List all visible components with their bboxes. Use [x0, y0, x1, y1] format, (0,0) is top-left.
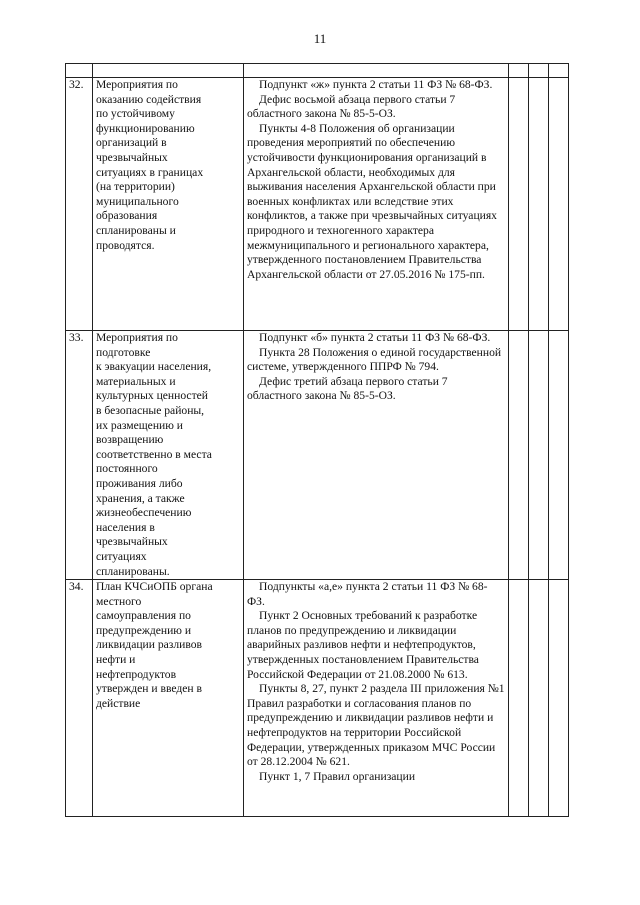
table-row	[66, 78, 569, 331]
row-empty-cell	[529, 331, 549, 580]
row-empty-cell	[549, 331, 569, 580]
row-legal-basis	[244, 580, 509, 817]
requirements-table	[65, 63, 569, 817]
header-cell-basis	[244, 64, 509, 78]
requirement-text: Мероприятия по подготовке к эвакуации населения, материальных и культурных ценностей в безопасные районы, их размещению и возвращению соответственно в места постоянного проживания либо хранения, а также жизнеобеспечению населения в чрезвычайных ситуациях спланированы.	[96, 331, 212, 578]
table-row	[66, 331, 569, 580]
row-empty-cell	[509, 580, 529, 817]
row-requirement	[93, 78, 244, 331]
row-number: 32.	[66, 78, 93, 331]
row-empty-cell	[529, 78, 549, 331]
table-row	[66, 580, 569, 817]
row-empty-cell	[509, 331, 529, 580]
row-empty-cell	[549, 78, 569, 331]
header-cell-col5	[529, 64, 549, 78]
row-requirement	[93, 580, 244, 817]
basis-paragraph: Пункт 1, 7 Правил организации	[259, 769, 416, 783]
row-empty-cell	[549, 580, 569, 817]
header-cell-col4	[509, 64, 529, 78]
row-empty-cell	[509, 78, 529, 331]
row-legal-basis	[244, 331, 509, 580]
table-header-row	[66, 64, 569, 78]
header-cell-name	[93, 64, 244, 78]
basis-paragraph: Дефис восьмой абзаца первого статьи 7 областного закона № 85-5-ОЗ.	[247, 92, 456, 121]
requirement-text: План КЧСиОПБ органа местного самоуправления по предупреждению и ликвидации разливов нефти и нефтепродуктов утвержден и введен в действие	[96, 580, 213, 710]
row-requirement	[93, 331, 244, 580]
requirement-text: Мероприятия по оказанию содействия по устойчивому функционированию организаций в чрезвычайных ситуациях в границах (на территории) муниципального образования спланированы и проводятся.	[96, 78, 204, 252]
basis-paragraph: Пункты 4-8 Положения об организации проведения мероприятий по обеспечению устойчивости функционирования организаций в Архангельской области, необходимых для выживания населения Архангельской области при военных конфликтах или вследствие этих конфликтов, а также при чрезвычайных ситуациях природного и техногенного характера межмуниципального и регионального характера, утвержденного постановлением Правительства Архангельской области от 27.05.2016 № 175-пп.	[247, 121, 497, 281]
row-legal-basis	[244, 78, 509, 331]
header-cell-col6	[549, 64, 569, 78]
row-number: 34.	[66, 580, 93, 817]
page-number: 11	[313, 31, 327, 46]
row-empty-cell	[529, 580, 549, 817]
basis-paragraph: Пункт 2 Основных требований к разработке планов по предупреждению и ликвидации аварийных разливов нефти и нефтепродуктов, утвержденных постановлением Правительства Российской Федерации от 21.08.2000 № 613.	[247, 609, 479, 681]
basis-paragraph: Пункты 8, 27, пункт 2 раздела III приложения №1 Правил разработки и согласования планов по предупреждению и ликвидации разливов нефти и нефтепродуктов на территории Российской Федерации, утвержденных приказом МЧС России от 28.12.2004 № 621.	[247, 682, 505, 769]
basis-paragraph: Подпункт «ж» пункта 2 статьи 11 ФЗ № 68-ФЗ.	[259, 78, 493, 91]
basis-paragraph: Подпункты «а,е» пункта 2 статьи 11 ФЗ № 68-ФЗ.	[247, 580, 488, 608]
row-number: 33.	[66, 331, 93, 580]
header-cell-number	[66, 64, 93, 78]
basis-paragraph: Подпункт «б» пункта 2 статьи 11 ФЗ № 68-ФЗ.	[259, 331, 491, 344]
basis-paragraph: Дефис третий абзаца первого статьи 7 областного закона № 85-5-ОЗ.	[247, 374, 448, 403]
basis-paragraph: Пункта 28 Положения о единой государственной системе, утвержденного ППРФ № 794.	[247, 345, 502, 374]
